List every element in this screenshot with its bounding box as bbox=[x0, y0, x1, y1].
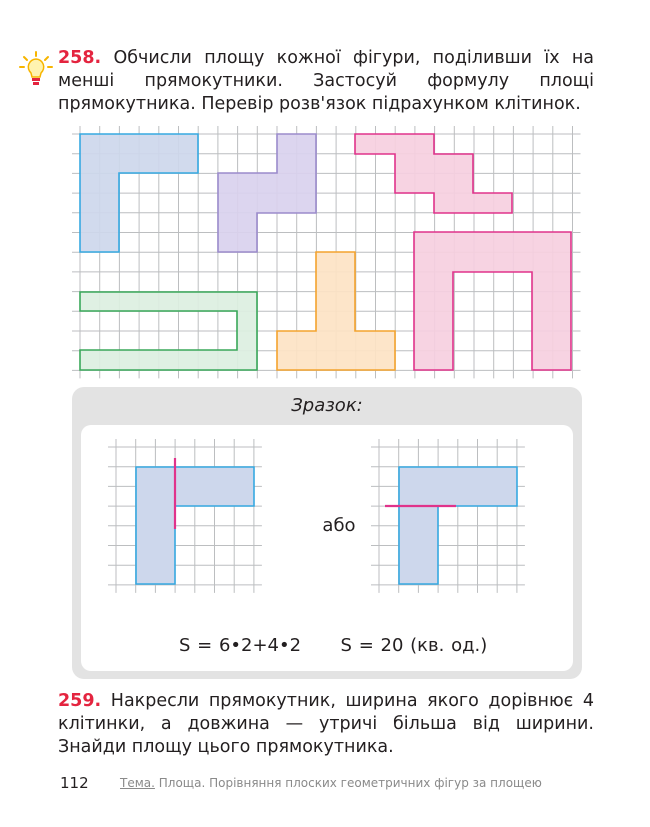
topic-label: Тема. bbox=[120, 776, 155, 790]
sample-box bbox=[72, 387, 582, 679]
page-footer bbox=[0, 774, 650, 794]
or-word: або bbox=[322, 515, 356, 536]
sample-inner bbox=[81, 425, 573, 671]
page-number: 112 bbox=[60, 774, 89, 792]
sample-grid-right bbox=[371, 439, 525, 593]
task-259-number: 259. bbox=[58, 691, 102, 711]
formula-right: S = 20 (кв. од.) bbox=[340, 635, 488, 656]
task-259-text: Накресли прямокутник, ширина якого дорівнює 4 клітинки, а довжина — утричі більша від ширини. Знайди площу цього прямокутника. bbox=[58, 691, 594, 757]
shape-pink-arch bbox=[414, 232, 571, 370]
sample-grid-left bbox=[108, 439, 262, 593]
figures-grid bbox=[0, 0, 650, 385]
topic-text: Площа. Порівняння плоских геометричних фігур за площею bbox=[158, 776, 542, 790]
task-258-text: Обчисли площу кожної фігури, поділивши їх на менші прямокутники. Застосуй формулу площі прямокутника. Перевір розв'язок підрахунком клітинок. bbox=[58, 48, 594, 114]
formula-left: S = 6•2+4•2 bbox=[179, 635, 302, 656]
formula bbox=[179, 635, 509, 656]
sample-title: Зразок: bbox=[291, 395, 363, 416]
topic-line bbox=[120, 776, 542, 790]
shape-purple bbox=[218, 134, 316, 252]
task-258-number: 258. bbox=[58, 48, 102, 68]
task-259 bbox=[58, 690, 594, 759]
